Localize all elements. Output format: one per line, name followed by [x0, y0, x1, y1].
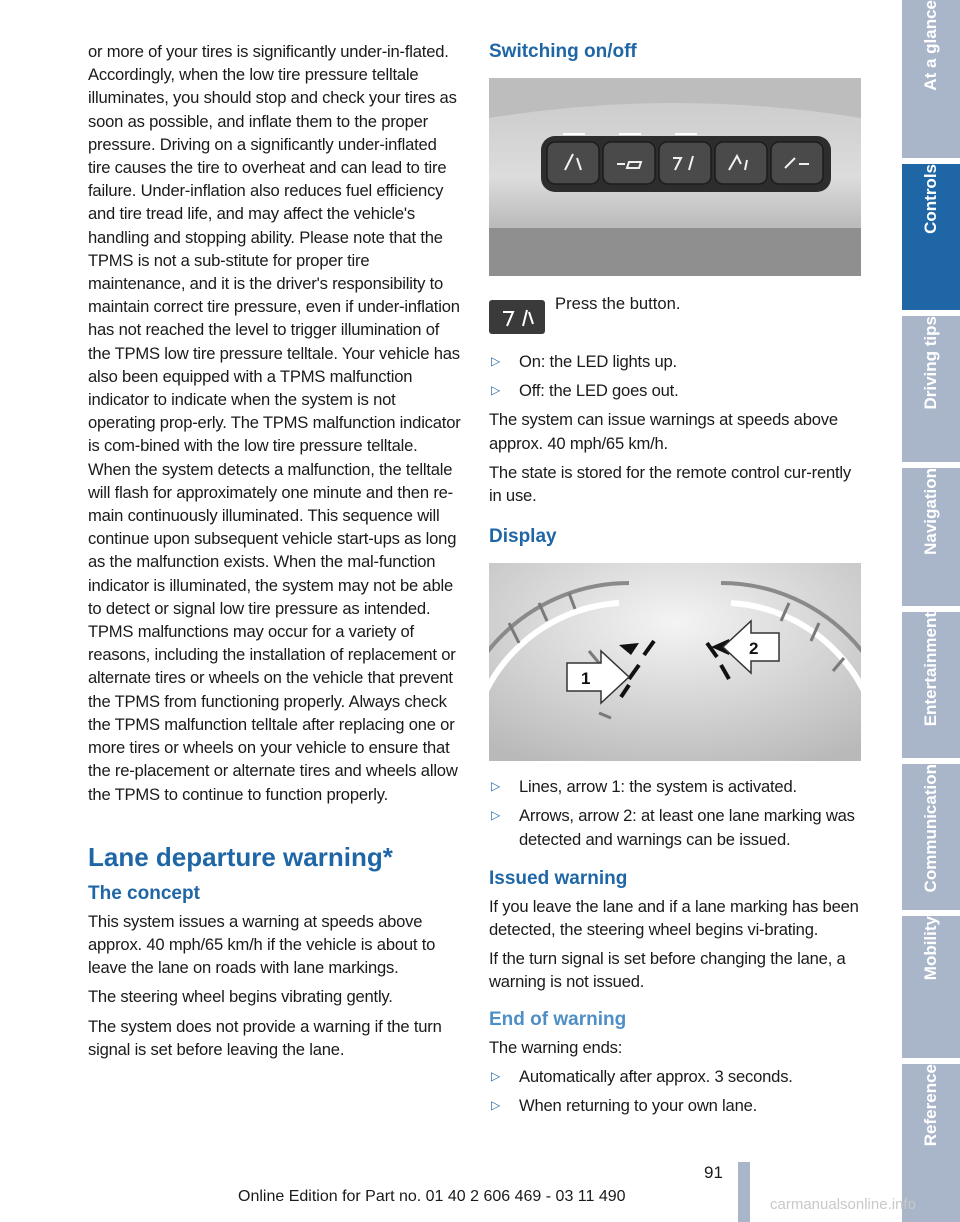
triangle-bullet-icon: ▷ [491, 354, 501, 368]
list-item: ▷ Automatically after approx. 3 seconds. [489, 1065, 861, 1088]
instrument-display-photo [489, 563, 861, 761]
tab-driving-tips[interactable]: Driving tips [902, 316, 960, 462]
turn-signal-paragraph: The system does not provide a warning if the turn signal is set before leaving the lane. [88, 1016, 442, 1059]
state-paragraph: The state is stored for the remote control cur-rently in use. [489, 462, 851, 506]
list-item: ▷ Off: the LED goes out. [489, 379, 861, 402]
list-item: ▷ Lines, arrow 1: the system is activated. [489, 775, 861, 798]
issued-paragraph-1: If you leave the lane and if a lane marking has been detected, the steering wheel begins vi-brating. [489, 896, 859, 940]
left-column [88, 40, 462, 1067]
triangle-bullet-icon: ▷ [491, 1098, 501, 1113]
triangle-bullet-icon: ▷ [491, 779, 501, 794]
vibration-paragraph: The steering wheel begins vibrating gently. [88, 987, 393, 1007]
display-list [489, 775, 861, 851]
speed-paragraph: The system can issue warnings at speeds above approx. 40 mph/65 km/h. [489, 410, 838, 453]
end-intro: The warning ends: [489, 1037, 623, 1057]
list-item: ▷ When returning to your own lane. [489, 1094, 861, 1117]
list-item: ▷ On: the LED lights up. [489, 350, 861, 373]
tab-mobility[interactable]: Mobility [902, 916, 960, 1058]
tab-at-a-glance[interactable]: At a glance [902, 0, 960, 158]
page-number: 91 [704, 1163, 723, 1182]
button-panel-illustration [489, 78, 861, 276]
end-list [489, 1065, 861, 1117]
press-button-text: Press the button. [555, 294, 681, 313]
edition-text: Online Edition for Part no. 01 40 2 606 469 - 03 11 490 [238, 1188, 626, 1205]
button-panel-photo [489, 78, 861, 276]
section-heading: Lane departure warning* [88, 841, 393, 872]
tab-controls[interactable]: Controls [902, 164, 960, 310]
list-item: ▷ Arrows, arrow 2: at least one lane marking was detected and warnings can be issued. [491, 806, 855, 849]
subsection-heading: The concept [88, 882, 200, 904]
watermark: carmanualsonline.info [770, 1196, 916, 1213]
issued-paragraph-2: If the turn signal is set before changing the lane, a warning is not issued. [489, 949, 846, 992]
tab-navigation[interactable]: Navigation [902, 468, 960, 606]
triangle-bullet-icon: ▷ [491, 808, 501, 823]
triangle-bullet-icon: ▷ [491, 383, 501, 398]
switching-heading: Switching on/off [489, 41, 637, 62]
arrow-1-label: 1 [581, 669, 591, 689]
chapter-sidebar [902, 0, 960, 1222]
lane-display-illustration [489, 563, 861, 761]
lane-departure-button-icon [489, 300, 545, 334]
display-heading: Display [489, 526, 557, 548]
tab-communication[interactable]: Communication [902, 764, 960, 910]
page-marker-bar [738, 1162, 750, 1222]
tab-reference[interactable]: Reference [902, 1064, 960, 1222]
tab-entertainment[interactable]: Entertainment [902, 612, 960, 758]
triangle-bullet-icon: ▷ [491, 1068, 501, 1083]
concept-paragraph: This system issues a warning at speeds above approx. 40 mph/65 km/h if the vehicle is about to leave the lane on roads with lane markings. [88, 911, 436, 978]
on-off-list [489, 350, 861, 402]
arrow-2-label: 2 [749, 639, 759, 659]
issued-warning-heading: Issued warning [489, 867, 628, 889]
tpms-paragraph: or more of your tires is significantly under-in-flated. Accordingly, when the low tire pressure telltale illuminates, you should stop and check your tires as soon as possible, and inflate them to the proper pressure. Driving on a significantly under-inflated tire causes the tire to overheat and can lead to tire failure. Under-inflation also reduces fuel efficiency and tire tread life, and may affect the vehicle's handling and stopping ability. Please note that the TPMS is not a sub-stitute for proper tire maintenance, and it is the driver's responsibility to maintain correct tire pressure, even if under-inflation has not reached the level to trigger illumination of the TPMS low tire pressure telltale. Your vehicle has also been equipped with a TPMS malfunction indicator to indicate when the system is not operating prop-erly. The TPMS malfunction indicator is com-bined with the low tire pressure telltale. When the system detects a malfunction, the telltale will flash for approximately one minute and then re-main continuously illuminated. This sequence will continue upon subsequent vehicle start-ups as long as the malfunction exists. When the mal-function indicator is illuminated, the system may not be able to detect or signal low tire pressure as intended. TPMS malfunctions may occur for a variety of reasons, including the installation of replacement or alternate tires or wheels on the vehicle that prevent the TPMS from functioning properly. Always check the TPMS malfunction telltale after replacing one or more tires or wheels on your vehicle to ensure that the re-placement or alternate tires and wheels allow the TPMS to continue to function properly. [88, 42, 461, 804]
end-warning-heading: End of warning [489, 1008, 627, 1030]
right-column [489, 40, 861, 1123]
press-button-row [489, 290, 861, 334]
